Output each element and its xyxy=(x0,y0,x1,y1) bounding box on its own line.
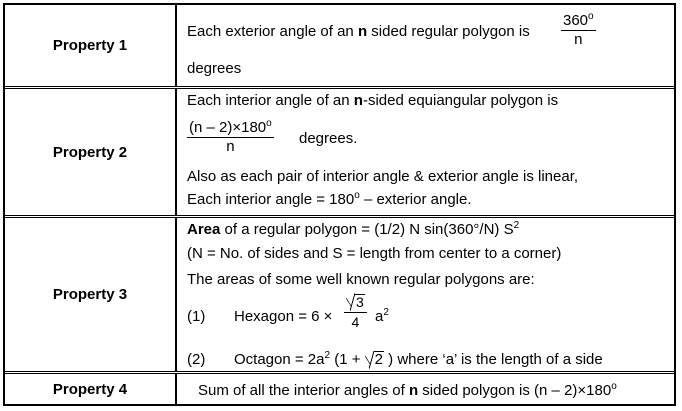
property-text: Sum of all the interior angles of n sided polygon is $(n - 2)\times 180^o$ xyxy=(198,381,617,399)
property-label: Property 4 xyxy=(52,380,128,398)
label-cell xyxy=(5,374,177,404)
table-row xyxy=(5,5,674,86)
formula-text: $a^2$ xyxy=(375,307,389,325)
property-text: Each interior angle of an n-sided equiangular polygon is xyxy=(187,92,559,109)
content-cell xyxy=(179,89,674,215)
property-text: (N = No. of sides and S = length from center to a corner) xyxy=(187,245,562,262)
property-text: Each interior angle = $180^o$ – exterior angle. xyxy=(187,190,472,208)
content-cell xyxy=(179,5,674,86)
content-cell xyxy=(179,374,674,404)
properties-table xyxy=(3,3,676,406)
property-text: Each exterior angle of an n sided regular polygon is xyxy=(187,23,530,40)
label-cell xyxy=(5,89,177,215)
fraction: $\frac{360^o}{n}$ xyxy=(563,11,594,48)
property-label: Property 3 xyxy=(52,286,128,303)
sqrt-symbol: 3 xyxy=(346,293,365,311)
label-cell xyxy=(5,218,177,371)
units-text: degrees. xyxy=(299,130,358,147)
list-number: (1) xyxy=(187,308,206,325)
label-cell xyxy=(5,5,177,86)
formula-text: Hexagon = 6 × xyxy=(234,308,333,325)
table-row xyxy=(5,371,674,404)
table-row xyxy=(5,86,674,215)
list-number: (2) xyxy=(187,351,206,368)
property-label: Property 2 xyxy=(52,143,128,161)
fraction: 3 4 xyxy=(344,293,367,331)
table-row xyxy=(5,215,674,371)
units-text: degrees xyxy=(187,60,242,77)
property-text: Area of a regular polygon = (1/2) N sin(360°/N) $S^2$ xyxy=(187,220,520,238)
content-cell xyxy=(179,218,674,371)
property-text: Also as each pair of interior angle & exterior angle is linear, xyxy=(187,168,579,185)
fraction: $\frac{(n - 2)\times 180^o}{n}$ xyxy=(189,118,272,155)
formula-text: Octagon = $2a^2$ (1 + 2 ) where ‘a’ is the length of a side xyxy=(234,350,603,368)
property-text: The areas of some well known regular polygons are: xyxy=(187,271,535,288)
property-label: Property 1 xyxy=(52,37,128,54)
sqrt-symbol: 2 xyxy=(365,351,384,369)
